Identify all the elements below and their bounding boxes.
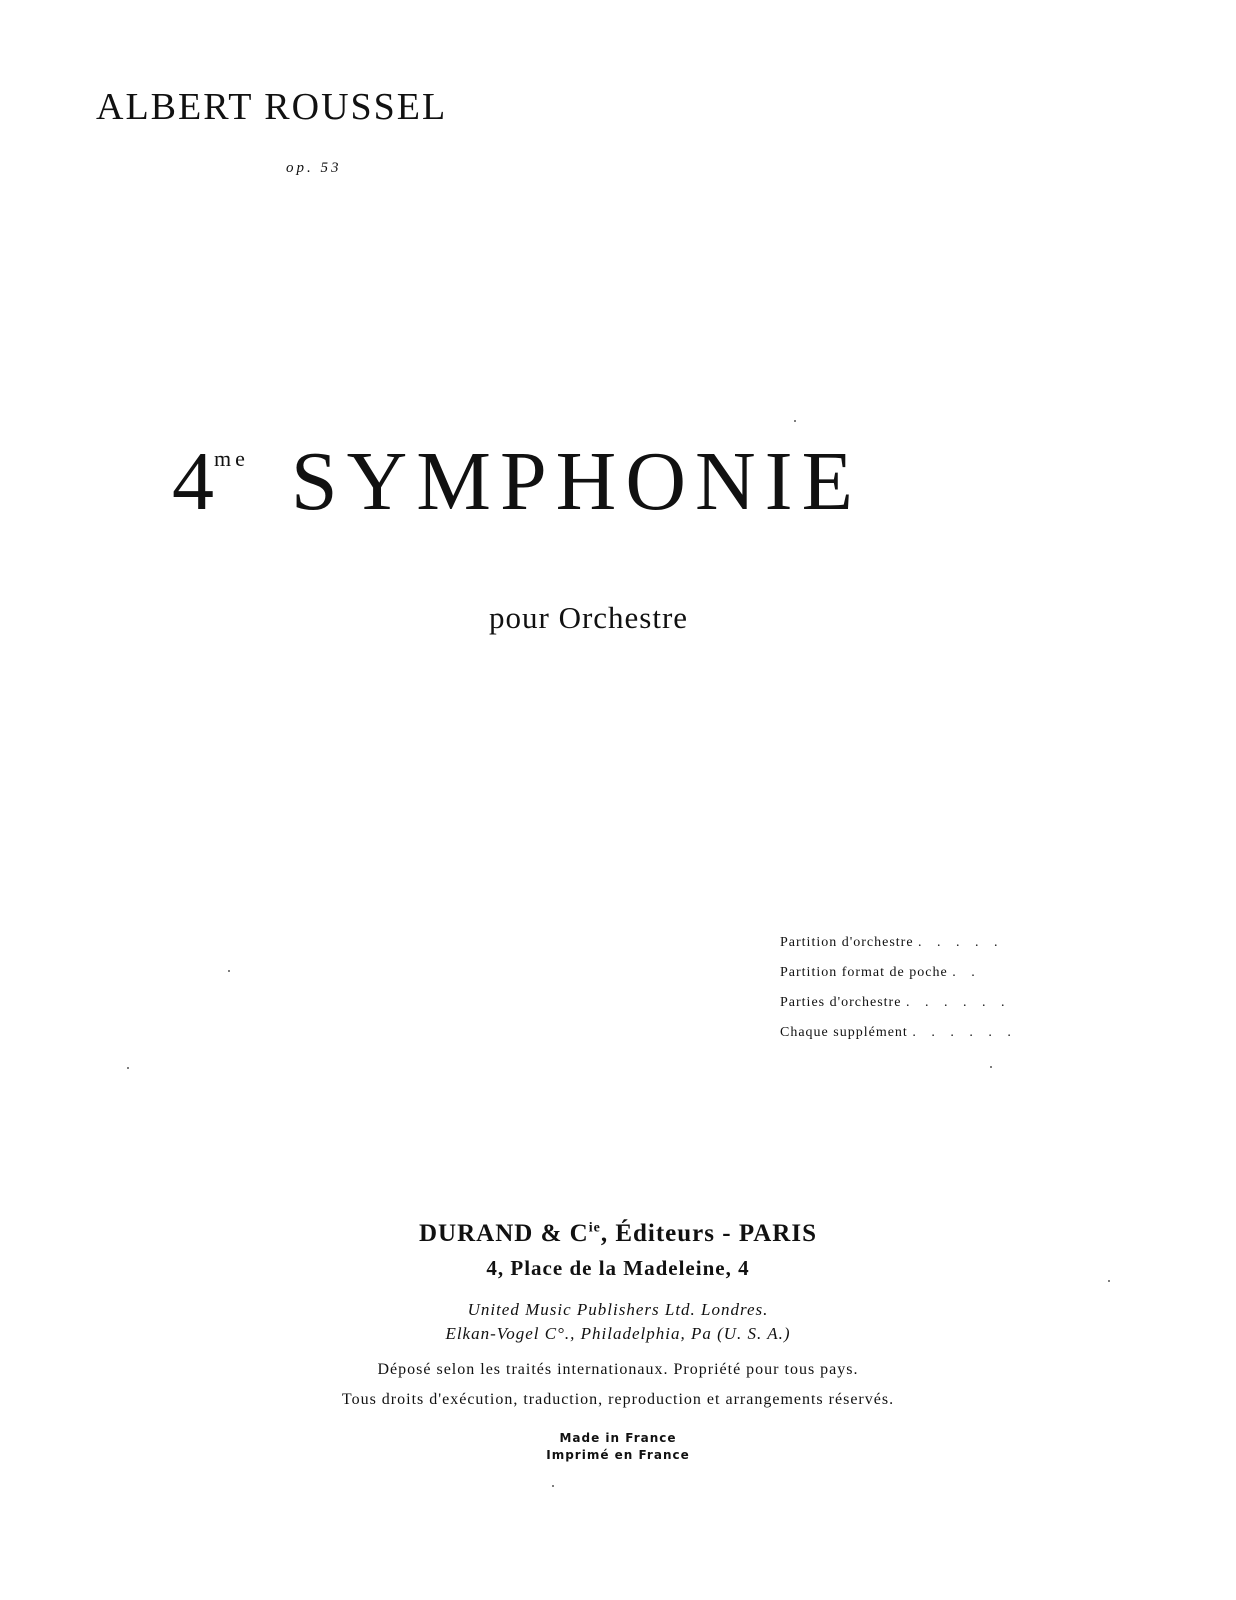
made-in-block (0, 1430, 1236, 1464)
scan-speck (990, 1066, 992, 1068)
agent-line-london: United Music Publishers Ltd. Londres. (467, 1300, 769, 1319)
edition-label: Partition format de poche (780, 965, 948, 980)
edition-leader: . . . . . (918, 935, 1004, 950)
agent-line-philadelphia: Elkan-Vogel C°., Philadelphia, Pa (U. S. A.) (445, 1324, 791, 1343)
publisher-name-sup: ie (588, 1220, 601, 1236)
edition-label: Parties d'orchestre (780, 995, 902, 1010)
subtitle: pour Orchestre (489, 600, 689, 635)
scan-speck (1108, 1280, 1110, 1282)
rights-line-deposit: Déposé selon les traités internationaux. Propriété pour tous pays. (377, 1361, 859, 1378)
edition-leader: . . (952, 965, 981, 980)
scan-speck (794, 420, 796, 422)
title-ordinal-suffix: me (214, 446, 249, 471)
composer-name: ALBERT ROUSSEL (96, 86, 448, 128)
title-word: SYMPHONIE (290, 435, 862, 528)
editions-list (780, 928, 1017, 1048)
edition-row (780, 988, 1017, 1018)
edition-row (780, 928, 1017, 958)
publisher-address: 4, Place de la Madeleine, 4 (486, 1256, 750, 1280)
agents-block (0, 1298, 1236, 1346)
edition-leader: . . . . . . (912, 1025, 1017, 1040)
title-number: 4 (172, 435, 214, 528)
edition-leader: . . . . . . (905, 995, 1011, 1010)
symphony-title (172, 435, 862, 528)
rights-line-reserved: Tous droits d'exécution, traduction, reproduction et arrangements réservés. (341, 1391, 895, 1408)
scan-speck (552, 1485, 554, 1487)
scan-speck (228, 970, 230, 972)
scan-speck (127, 1067, 129, 1069)
publisher-name-part2: , Éditeurs - PARIS (600, 1220, 817, 1247)
publisher-name-part1: DURAND & C (419, 1220, 589, 1247)
edition-label: Partition d'orchestre (780, 935, 914, 950)
printed-in-line: Imprimé en France (546, 1448, 690, 1462)
opus-number: op. 53 (286, 160, 342, 176)
edition-row (780, 1018, 1017, 1048)
edition-label: Chaque supplément (780, 1025, 908, 1040)
made-in-line: Made in France (559, 1431, 677, 1445)
rights-block (0, 1355, 1236, 1415)
publisher-name (0, 1220, 1236, 1248)
edition-row (780, 958, 1017, 988)
